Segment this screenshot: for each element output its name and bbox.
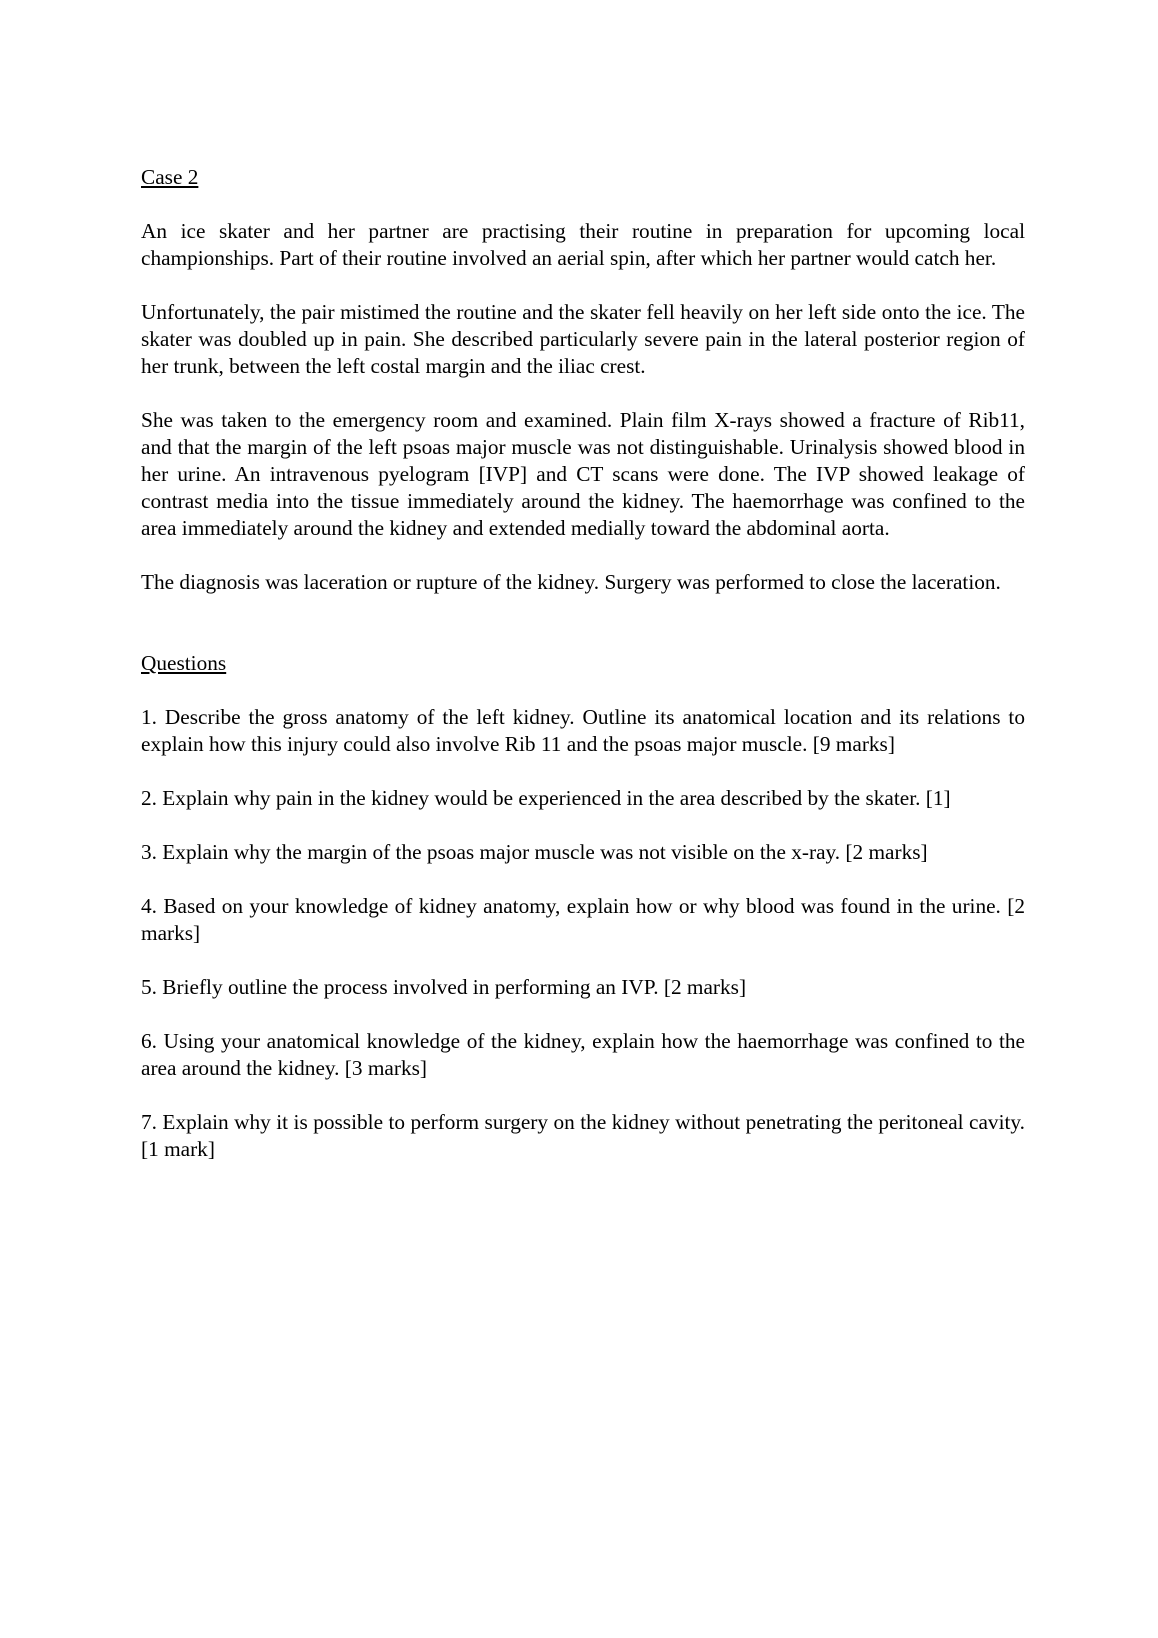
question-1: 1. Describe the gross anatomy of the left kidney. Outline its anatomical location and its relations to explain how this injury could also involve Rib 11 and the psoas major muscle. [9 marks]	[141, 705, 1025, 756]
question-5: 5. Briefly outline the process involved in performing an IVP. [2 marks]	[141, 975, 747, 999]
case-paragraph-2: Unfortunately, the pair mistimed the routine and the skater fell heavily on her left side onto the ice. The skater was doubled up in pain. She described particularly severe pain in the lateral posterior region of her trunk, between the left costal margin and the iliac crest.	[141, 300, 1025, 378]
case-title: Case 2	[141, 165, 199, 189]
question-4: 4. Based on your knowledge of kidney anatomy, explain how or why blood was found in the urine. [2 marks]	[141, 894, 1025, 945]
case-paragraph-1: An ice skater and her partner are practising their routine in preparation for upcoming local championships. Part of their routine involved an aerial spin, after which her partner would catch her.	[141, 219, 1025, 270]
question-2: 2. Explain why pain in the kidney would be experienced in the area described by the skater. [1]	[141, 786, 951, 810]
case-paragraph-4: The diagnosis was laceration or rupture of the kidney. Surgery was performed to close the laceration.	[141, 570, 1001, 594]
case-paragraph-3: She was taken to the emergency room and examined. Plain film X-rays showed a fracture of Rib11, and that the margin of the left psoas major muscle was not distinguishable. Urinalysis showed blood in her urine. An intravenous pyelogram [IVP] and CT scans were done. The IVP showed leakage of contrast media into the tissue immediately around the kidney. The haemorrhage was confined to the area immediately around the kidney and extended medially toward the abdominal aorta.	[141, 408, 1025, 540]
question-6: 6. Using your anatomical knowledge of the kidney, explain how the haemorrhage was confined to the area around the kidney. [3 marks]	[141, 1029, 1025, 1080]
question-7: 7. Explain why it is possible to perform surgery on the kidney without penetrating the peritoneal cavity. [1 mark]	[141, 1110, 1025, 1161]
questions-title: Questions	[141, 651, 227, 675]
document-page	[141, 164, 1025, 1163]
question-3: 3. Explain why the margin of the psoas major muscle was not visible on the x-ray. [2 marks]	[141, 840, 928, 864]
